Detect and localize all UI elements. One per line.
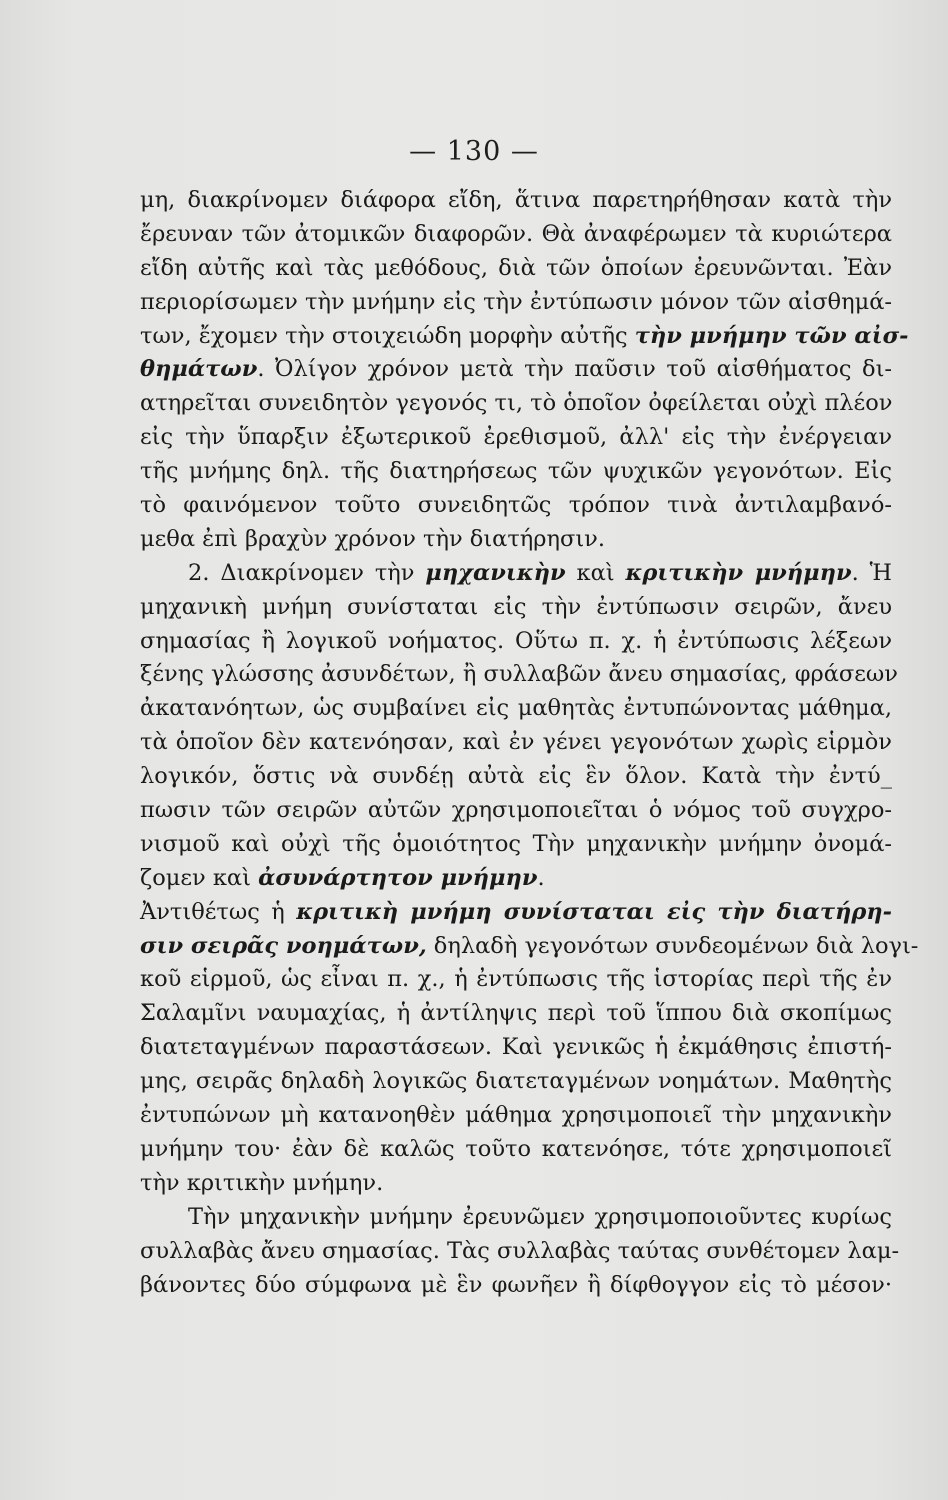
text-line [140, 1167, 892, 1201]
text-line [140, 692, 892, 726]
text-run: σημασίας ἢ λογικοῦ νοήματος. Οὕτω π. χ. ἡ ἐντύπωσις λέξεων [140, 627, 892, 654]
text-run: Σαλαμῖνι ναυμαχίας, ἡ ἀντίληψις περὶ τοῦ ἵππου διὰ σκοπίμως [140, 1000, 892, 1027]
body-text [140, 184, 919, 1302]
text-run: μη, διακρίνομεν διάφορα εἴδη, ἅτινα παρετηρήθησαν κατὰ τὴν [140, 187, 892, 213]
text-line [140, 794, 892, 828]
text-line [140, 997, 892, 1031]
text-line [140, 963, 892, 997]
text-run: τὴν κριτικὴν μνήμην. [140, 1169, 384, 1196]
text-run: μεθα ἐπὶ βραχὺν χρόνον τὴν διατήρησιν. [140, 525, 606, 552]
text-line [140, 523, 892, 557]
text-run: βάνοντες δύο σύμφωνα μὲ ἓν φωνῆεν ἢ δίφθογγον εἰς τὸ μέσον· [140, 1271, 892, 1298]
text-line [140, 184, 892, 218]
text-run: ζομεν καὶ [140, 864, 259, 891]
text-line [140, 252, 892, 286]
text-line [140, 421, 892, 455]
text-run: πωσιν τῶν σειρῶν αὐτῶν χρησιμοποιεῖται ὁ νόμος τοῦ συγχρο- [140, 797, 892, 824]
text-line [140, 1031, 892, 1065]
text-line [140, 286, 892, 320]
text-line [140, 1133, 892, 1167]
text-run: νισμοῦ καὶ οὐχὶ τῆς ὁμοιότητος Τὴν μηχανικὴν μνήμην ὀνομά- [140, 830, 892, 857]
text-run: ἐντυπώνων μὴ κατανοηθὲν μάθημα χρησιμοποιεῖ τὴν μηχανικὴν [140, 1102, 892, 1129]
text-line [140, 489, 892, 523]
text-run: τὸ φαινόμενον τοῦτο συνειδητῶς τρόπον τινὰ ἀντιλαμβανό- [140, 492, 892, 519]
text-run: ατηρεῖται συνειδητὸν γεγονός τι, τὸ ὁποῖον ὀφείλεται οὐχὶ πλέον [140, 390, 893, 417]
text-run: λογικόν, ὅστις νὰ συνδέῃ αὐτὰ εἰς ἓν ὅλον. Κατὰ τὴν ἐντύ_ [140, 763, 892, 790]
text-line [140, 218, 892, 252]
text-line [140, 353, 892, 387]
text-run: συλλαβὰς ἄνευ σημασίας. Τὰς συλλαβὰς ταύτας συνθέτομεν λαμ- [140, 1237, 900, 1264]
text-line [140, 387, 892, 421]
text-run: των, ἔχομεν τὴν στοιχειώδη μορφὴν αὐτῆς [140, 322, 635, 349]
text-run: Ἀντιθέτως ἡ [140, 898, 297, 925]
text-run: μης, σειρᾶς δηλαδὴ λογικῶς διατεταγμένων νοημάτων. Μαθητὴς [140, 1068, 892, 1095]
emphasized-text: μηχανικὴν [425, 559, 566, 586]
text-line [140, 1099, 892, 1133]
text-run: καὶ [565, 559, 626, 586]
text-line [140, 557, 892, 591]
text-run: . Ἡ [851, 559, 892, 586]
text-run: Τὴν μηχανικὴν μνήμην ἐρευνῶμεν χρησιμοποιοῦντες κυρίως [188, 1203, 892, 1230]
text-run: μηχανικὴ μνήμη συνίσταται εἰς τὴν ἐντύπωσιν σειρῶν, ἄνευ [140, 593, 892, 620]
text-line [140, 320, 909, 354]
text-line [140, 760, 892, 794]
text-run: ξένης γλώσσης ἀσυνδέτων, ἢ συλλαβῶν ἄνευ σημασίας, φράσεων [140, 661, 898, 688]
text-run: κοῦ εἱρμοῦ, ὡς εἶναι π. χ., ἡ ἐντύπωσις τῆς ἱστορίας περὶ τῆς ἐν [140, 966, 892, 993]
text-line [140, 591, 892, 625]
text-run: δηλαδὴ γεγονότων συνδεομένων διὰ λογι- [426, 932, 919, 959]
text-line [140, 658, 898, 692]
text-run: τὰ ὁποῖον δὲν κατενόησαν, καὶ ἐν γένει γεγονότων χωρὶς εἱρμὸν [140, 729, 892, 756]
text-line [140, 726, 892, 760]
text-run: διατεταγμένων παραστάσεων. Καὶ γενικῶς ἡ ἐκμάθησις ἐπιστή- [140, 1034, 892, 1061]
text-line [140, 625, 892, 659]
text-run: 2. Διακρίνομεν τὴν [188, 559, 426, 586]
text-run: εἰς τὴν ὕπαρξιν ἐξωτερικοῦ ἐρεθισμοῦ, ἀλλ' εἰς τὴν ἐνέργειαν [140, 424, 892, 451]
text-run: εἴδη αὐτῆς καὶ τὰς μεθόδους, διὰ τῶν ὁποίων ἐρευνῶνται. Ἐὰν [140, 254, 892, 281]
text-line [140, 1201, 892, 1235]
text-run: τῆς μνήμης δηλ. τῆς διατηρήσεως τῶν ψυχικῶν γεγονότων. Εἰς [140, 458, 892, 485]
emphasized-text: κριτικὴ μνήμη συνίσταται εἰς τὴν διατήρη- [296, 898, 892, 925]
emphasized-text: ἀσυνάρτητον μνήμην [258, 864, 538, 891]
emphasized-text: σιν σειρᾶς νοημάτων, [140, 932, 427, 959]
text-line [140, 1235, 900, 1269]
text-run: μνήμην του· ἐὰν δὲ καλῶς τοῦτο κατενόησε, τότε χρησιμοποιεῖ [140, 1135, 892, 1162]
text-run: ἔρευναν τῶν ἀτομικῶν διαφορῶν. Θὰ ἀναφέρωμεν τὰ κυριώτερα [140, 220, 892, 247]
emphasized-text: θημάτων [140, 356, 258, 383]
text-run: . Ὀλίγον χρόνον μετὰ τὴν παῦσιν τοῦ αἰσθήματος δι- [257, 356, 892, 383]
text-line [140, 455, 892, 489]
text-line [140, 1065, 892, 1099]
text-run: περιορίσωμεν τὴν μνήμην εἰς τὴν ἐντύπωσιν μόνον τῶν αἰσθημά- [140, 288, 892, 315]
text-run: . [537, 864, 545, 891]
emphasized-text: τὴν μνήμην τῶν αἰσ- [634, 322, 909, 349]
text-line [140, 862, 892, 896]
page-number: — 130 — [409, 136, 539, 167]
emphasized-text: κριτικὴν μνήμην [625, 559, 852, 586]
text-line [140, 1269, 892, 1303]
text-line [140, 896, 892, 930]
text-line [140, 930, 919, 964]
text-line [140, 828, 892, 862]
text-run: ἀκατανόητων, ὡς συμβαίνει εἰς μαθητὰς ἐντυπώνοντας μάθημα, [140, 695, 892, 722]
